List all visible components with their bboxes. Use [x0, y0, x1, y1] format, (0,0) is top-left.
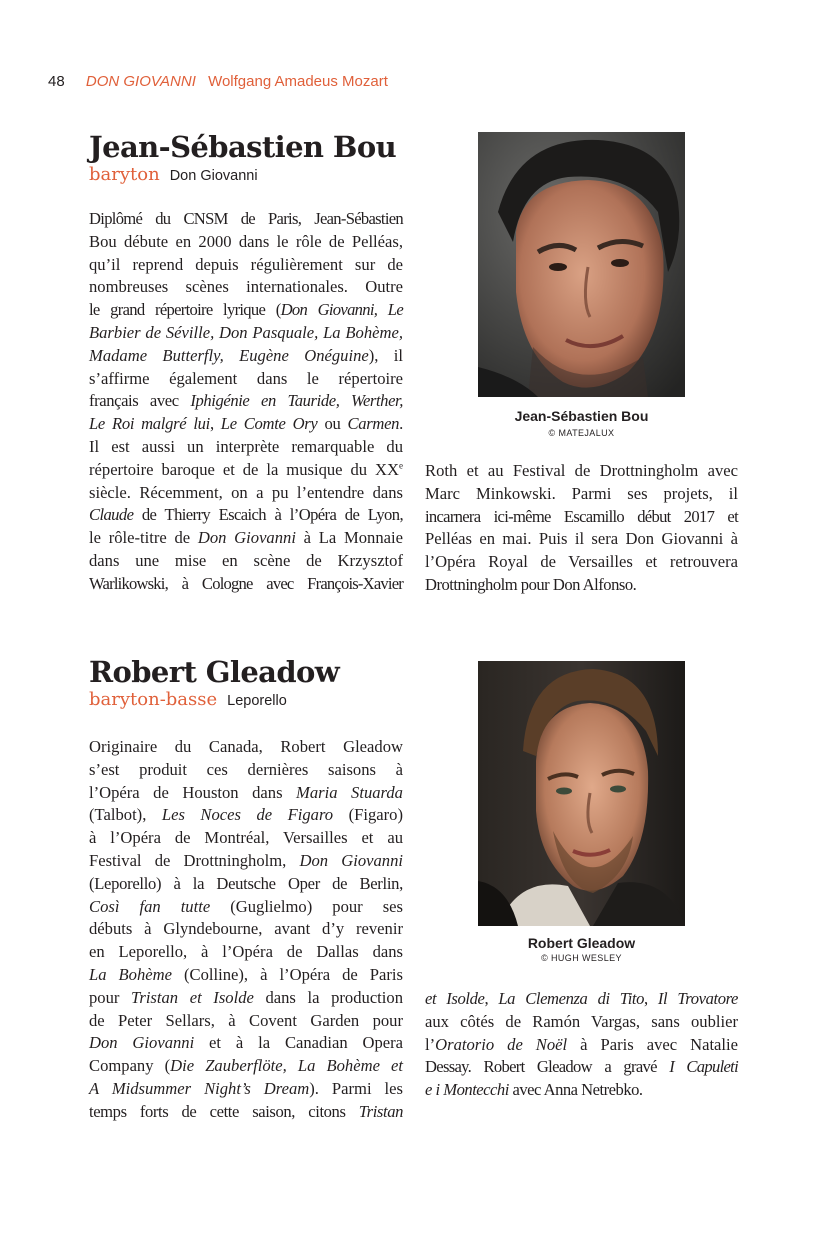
running-header	[48, 73, 388, 90]
artist-name: Robert Gleadow	[89, 655, 340, 689]
photo-credit: © HUGH WESLEY	[541, 953, 622, 963]
artist-photo	[478, 132, 685, 397]
artist-bio-column-2: Roth et au Festival de Drottningholm avec Marc Minkowski. Parmi ses projets, il incarnera ici-même Escamillo début 2017 et Pelléas en mai. Puis il sera Don Giovanni à l’Opéra Royal de Versailles et retrouvera Drottningholm pour Don Alfonso.	[425, 461, 738, 594]
artist-role-line	[89, 689, 287, 710]
character-role: Don Giovanni	[169, 168, 258, 184]
artist-bio-column-1: Originaire du Canada, Robert Gleadow s’est produit ces dernières saisons à l’Opéra de Houston dans Maria Stuarda (Talbot), Les Noces de Figaro (Figaro) à l’Opéra de Montréal, Versailles et au Festival de Drottningholm, Don Giovanni (Leporello) à la Deutsche Oper de Berlin, Così fan tutte (Guglielmo) pour ses débuts à Glyndebourne, avant d’y revenir en Leporello, à l’Opéra de Dallas dans La Bohème (Colline), à l’Opéra de Paris pour Tristan et Isolde dans la production de Peter Sellars, à Covent Garden pour Don Giovanni et à la Canadian Opera Company (Die Zauberflöte, La Bohème et A Midsummer Night’s Dream). Parmi les temps forts de cette saison, citons Tristan	[89, 737, 404, 1121]
opera-title: DON GIOVANNI	[85, 73, 196, 90]
voice-type: baryton-basse	[89, 689, 218, 710]
photo-credit: © MATEJALUX	[548, 428, 615, 438]
character-role: Leporello	[227, 693, 287, 709]
artist-bio-column-1: Diplômé du CNSM de Paris, Jean-Sébastien Bou débute en 2000 dans le rôle de Pelléas, qu’il reprend depuis régulièrement sur de nombreuses scènes internationales. Outre le grand répertoire lyrique (Don Giovanni, Le Barbier de Séville, Don Pasquale, La Bohème, Madame Butterfly, Eugène Onéguine), il s’affirme également dans le répertoire français avec Iphigénie en Tauride, Werther, Le Roi malgré lui, Le Comte Ory ou Carmen. Il est aussi un interprète remarquable du répertoire baroque et de la musique du XXe siècle. Récemment, on a pu l’entendre dans Claude de Thierry Escaich à l’Opéra de Lyon, le rôle-titre de Don Giovanni à La Monnaie dans une mise en scène de Krzysztof Warlikowski, à Cologne avec François-Xavier	[89, 209, 404, 593]
artist-role-line	[89, 164, 258, 185]
composer-name: Wolfgang Amadeus Mozart	[208, 73, 388, 90]
portrait-robert-gleadow	[478, 661, 685, 926]
photo-caption: Robert Gleadow	[527, 935, 636, 951]
artist-name: Jean-Sébastien Bou	[89, 130, 397, 164]
page-number: 48	[48, 73, 65, 90]
artist-photo	[478, 661, 685, 926]
artist-bio-column-2: et Isolde, La Clemenza di Tito, Il Trovatore aux côtés de Ramón Vargas, sans oublier l’Oratorio de Noël à Paris avec Natalie Dessay. Robert Gleadow a gravé I Capuleti e i Montecchi avec Anna Netrebko.	[425, 989, 739, 1100]
photo-caption: Jean-Sébastien Bou	[514, 408, 649, 424]
portrait-jean-sebastien-bou	[478, 132, 685, 397]
voice-type: baryton	[89, 164, 160, 185]
